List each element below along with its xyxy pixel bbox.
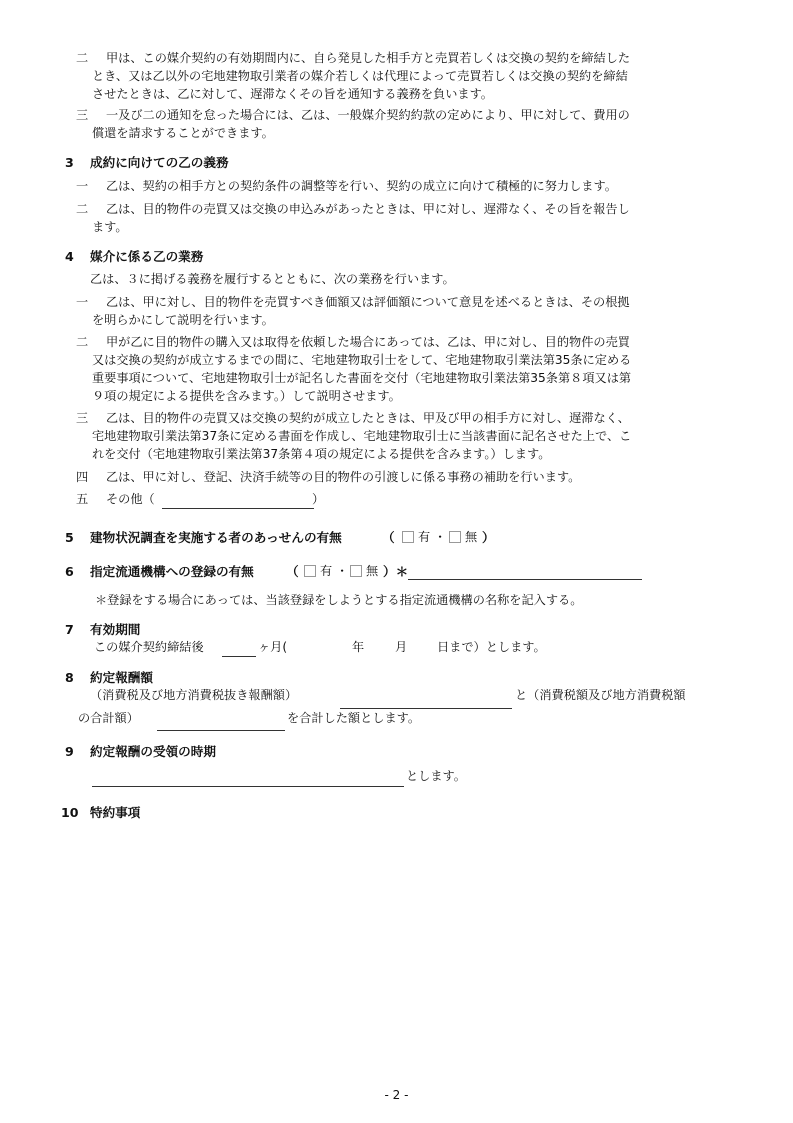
section-title: 約定報酬額 xyxy=(90,670,153,685)
section-number: 8 xyxy=(65,670,74,685)
paragraph-line: 乙は、目的物件の売買又は交換の申込みがあったときは、甲に対し、遅滞なく、その旨を報告し xyxy=(106,202,630,216)
option-no-label: 無 xyxy=(465,530,478,544)
option-no-label: 無 xyxy=(366,564,379,578)
paragraph-line: 償還を請求することができます。 xyxy=(92,126,274,140)
paragraph-line: 乙は、甲に対し、目的物件を売買すべき価額又は評価額について意見を述べるときは、その根拠 xyxy=(106,295,630,309)
item-number: 二 xyxy=(76,202,89,216)
checkbox-yes[interactable] xyxy=(402,531,414,543)
paragraph-line: 乙は、目的物件の売買又は交換の契約が成立したときは、甲及び甲の相手方に対し、遅滞なく、 xyxy=(106,411,630,425)
section-title: 成約に向けての乙の義務 xyxy=(90,155,229,170)
other-blank-field[interactable] xyxy=(162,508,314,509)
registry-name-field[interactable] xyxy=(408,579,642,580)
item-number: 五 xyxy=(76,492,89,506)
other-close: ） xyxy=(312,492,325,506)
fee-tax-label: と（消費税額及び地方消費税額 xyxy=(515,688,686,702)
term-text: この媒介契約締結後 xyxy=(94,640,204,654)
section-number: 6 xyxy=(65,564,74,579)
option-separator: ・ xyxy=(434,530,447,544)
paragraph-line: ます。 xyxy=(92,220,128,234)
item-number: 一 xyxy=(76,179,89,193)
fee-timing-field[interactable] xyxy=(92,786,404,787)
paragraph-line: 甲が乙に目的物件の購入又は取得を依頼した場合にあっては、乙は、甲に対し、目的物件の売買 xyxy=(106,335,630,349)
bracket-open: （ xyxy=(286,564,299,579)
other-label: その他（ xyxy=(106,492,155,506)
paragraph-line: 又は交換の契約が成立するまでの間に、宅地建物取引士をして、宅地建物取引業法第35条に定める xyxy=(92,353,632,367)
paragraph-line: ９項の規定による提供を含みます。）して説明させます。 xyxy=(92,389,401,403)
fee-timing-suffix: とします。 xyxy=(406,769,466,783)
fee-ex-tax-label: （消費税及び地方消費税抜き報酬額） xyxy=(90,688,298,702)
paragraph-line: させたときは、乙に対して、遅滞なくその旨を通知する義務を負います。 xyxy=(92,87,493,101)
item-number: 三 xyxy=(76,411,89,425)
paragraph-line: 乙は、甲に対し、登記、決済手続等の目的物件の引渡しに係る事務の補助を行います。 xyxy=(106,470,581,484)
bracket-close: ） xyxy=(482,530,495,545)
item-number: 二 xyxy=(76,51,89,65)
fee-tax-field[interactable] xyxy=(157,730,285,731)
section-title: 有効期間 xyxy=(90,622,141,637)
item-number: 一 xyxy=(76,295,89,309)
paragraph-line: 乙は、契約の相手方との契約条件の調整等を行い、契約の成立に向けて積極的に努力します。 xyxy=(106,179,617,193)
months-field[interactable] xyxy=(222,656,256,657)
bracket-open: （ xyxy=(382,530,395,545)
section-number: 5 xyxy=(65,530,74,545)
section-number: 7 xyxy=(65,622,74,637)
section-title: 約定報酬の受領の時期 xyxy=(90,744,216,759)
checkbox-no[interactable] xyxy=(350,565,362,577)
paragraph-line: 甲は、この媒介契約の有効期間内に、自ら発見した相手方と売買若しくは交換の契約を締結した xyxy=(106,51,631,65)
option-yes-label: 有 xyxy=(320,564,333,578)
section-title: 媒介に係る乙の業務 xyxy=(90,249,204,264)
month-label: 月 xyxy=(395,640,408,654)
paragraph-line: れを交付（宅地建物取引業法第37条第４項の規定による提供を含みます。）します。 xyxy=(92,447,551,461)
option-separator: ・ xyxy=(336,564,349,578)
fee-ex-tax-field[interactable] xyxy=(340,708,512,709)
section-number: 3 xyxy=(65,155,74,170)
section-number: 10 xyxy=(61,805,79,820)
page-number: - 2 - xyxy=(384,1088,409,1102)
paragraph-line: とき、又は乙以外の宅地建物取引業者の媒介若しくは代理によって売買若しくは交換の契約を締結 xyxy=(92,69,628,83)
registry-note: ＊登録をする場合にあっては、当該登録をしようとする指定流通機構の名称を記入する。 xyxy=(95,593,583,607)
section-intro: 乙は、３に掲げる義務を履行するとともに、次の業務を行います。 xyxy=(90,272,455,286)
item-number: 四 xyxy=(76,470,89,484)
section-title: 建物状況調査を実施する者のあっせんの有無 xyxy=(90,530,342,545)
option-yes-label: 有 xyxy=(418,530,431,544)
bracket-close: ）＊ xyxy=(383,564,409,579)
item-number: 二 xyxy=(76,335,89,349)
paragraph-line: 重要事項について、宅地建物取引士が記名した書面を交付（宅地建物取引業法第35条第８項又は第 xyxy=(92,371,632,385)
term-end-text: 日まで）とします。 xyxy=(437,640,546,654)
year-label: 年 xyxy=(352,640,365,654)
checkbox-no[interactable] xyxy=(449,531,461,543)
paragraph-line: 宅地建物取引業法第37条に定める書面を作成し、宅地建物取引士に当該書面に記名させた上で、こ xyxy=(92,429,632,443)
section-number: 4 xyxy=(65,249,74,264)
paragraph-line: 一及び二の通知を怠った場合には、乙は、一般媒介契約約款の定めにより、甲に対して、費用の xyxy=(106,108,630,122)
fee-tax-label-cont: の合計額） xyxy=(78,711,139,725)
section-title: 指定流通機構への登録の有無 xyxy=(90,564,254,579)
section-title: 特約事項 xyxy=(90,805,141,820)
item-number: 三 xyxy=(76,108,89,122)
checkbox-yes[interactable] xyxy=(304,565,316,577)
months-unit: ヶ月( xyxy=(258,640,288,654)
fee-total-text: を合計した額とします。 xyxy=(287,711,421,725)
section-number: 9 xyxy=(65,744,74,759)
paragraph-line: を明らかにして説明を行います。 xyxy=(92,313,274,327)
